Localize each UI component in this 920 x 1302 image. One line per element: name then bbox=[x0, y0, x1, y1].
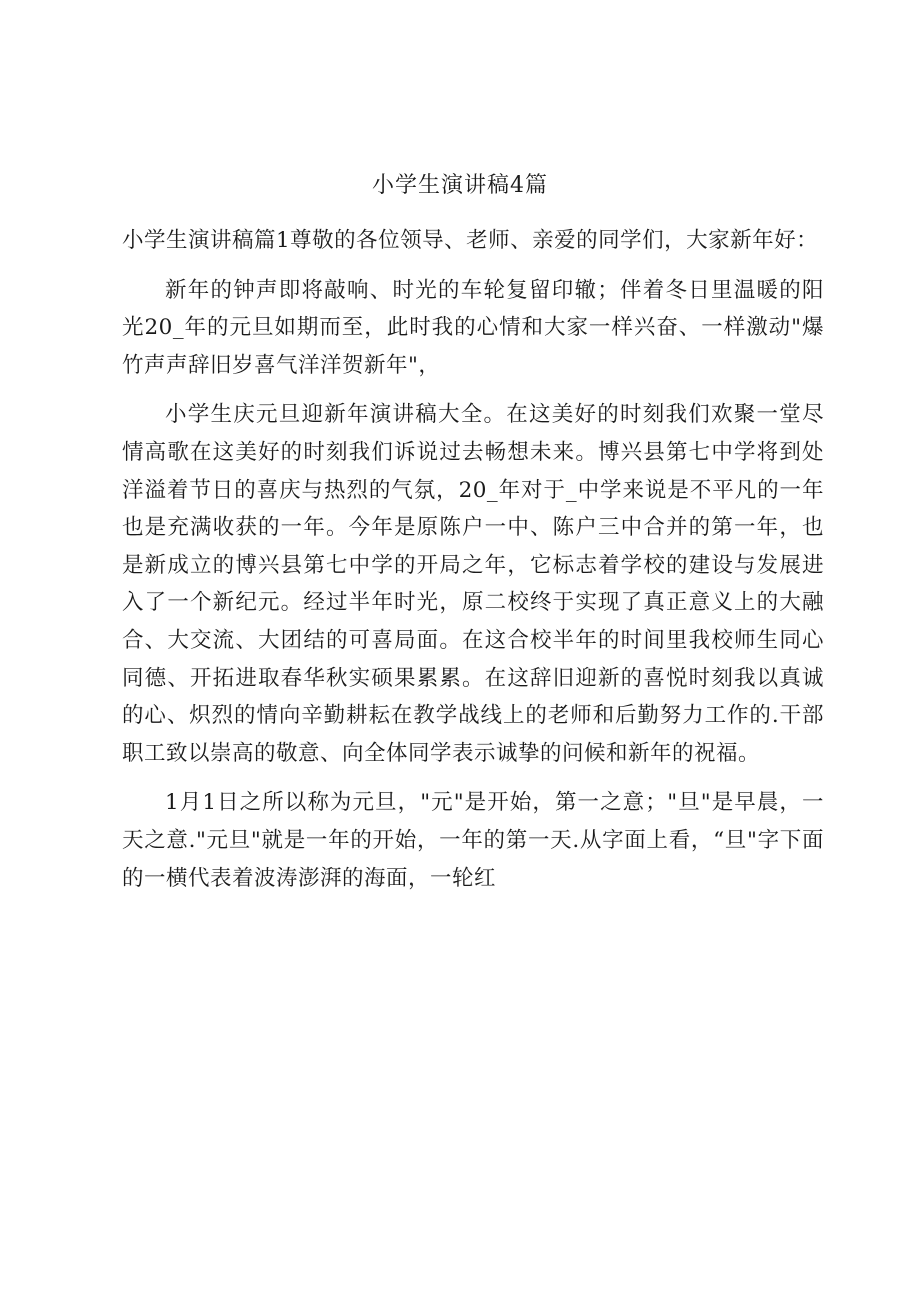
paragraph-yuandan-meaning: 1月1日之所以称为元旦，"元"是开始，第一之意；"旦"是早晨，一天之意."元旦"就是一年的开始，一年的第一天.从字面上看，“旦"字下面的一横代表着波涛澎湃的海面，一轮红 bbox=[122, 790, 824, 891]
paragraph-celebration: 小学生庆元旦迎新年演讲稿大全。在这美好的时刻我们欢聚一堂尽情高歌在这美好的时刻我们诉说过去畅想未来。博兴县第七中学将到处洋溢着节日的喜庆与热烈的气氛，20_年对于_中学来说是不平凡的一年也是充满收获的一年。今年是原陈户一中、陈户三中合并的第一年，也是新成立的博兴县第七中学的开局之年，它标志着学校的建设与发展进入了一个新纪元。经过半年时光，原二校终于实现了真正意义上的大融合、大交流、大团结的可喜局面。在这合校半年的时间里我校师生同心同德、开拓进取春华秋实硕果累累。在这辞旧迎新的喜悦时刻我以真诚的心、炽烈的情向辛勤耕耘在教学战线上的老师和后勤努力工作的.干部职工致以崇高的敬意、向全体同学表示诚挚的问候和新年的祝福。 bbox=[122, 402, 824, 766]
document-title: 小学生演讲稿4篇 bbox=[372, 173, 548, 198]
paragraph-new-year-bell: 新年的钟声即将敲响、时光的车轮复留印辙；伴着冬日里温暖的阳光20_年的元旦如期而至，此时我的心情和大家一样兴奋、一样激动"爆竹声声辞旧岁喜气洋洋贺新年"， bbox=[122, 277, 824, 378]
document-body bbox=[122, 222, 824, 909]
paragraph-opening: 小学生演讲稿篇1尊敬的各位领导、老师、亲爱的同学们，大家新年好： bbox=[122, 228, 819, 253]
